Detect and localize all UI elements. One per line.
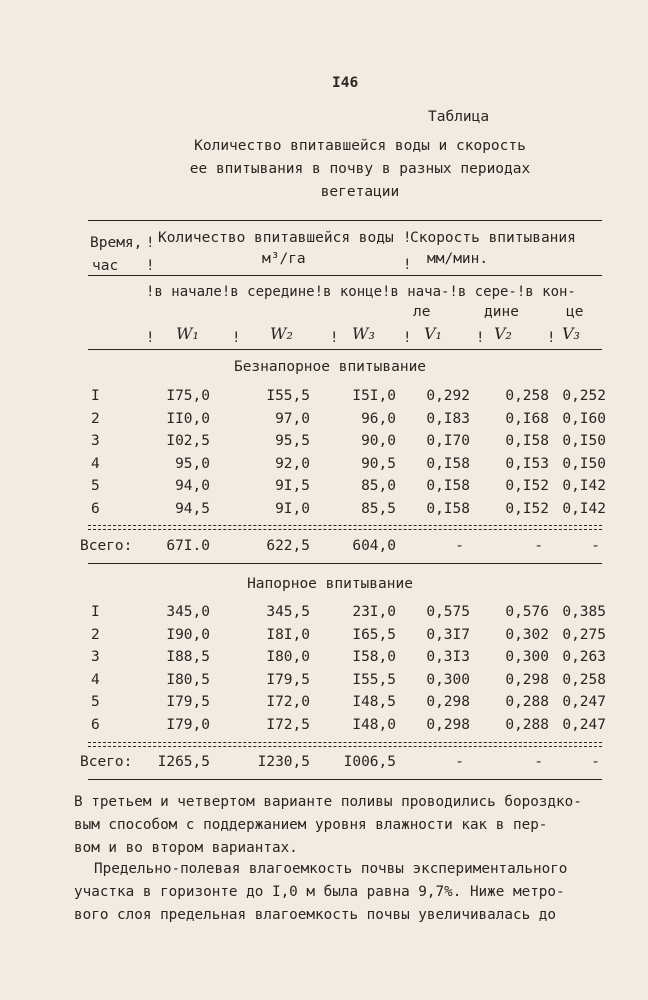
table-title-line-3: вегетации — [320, 184, 400, 200]
total-cell: 622,5 — [266, 538, 310, 554]
total-cell: I265,5 — [157, 754, 210, 770]
header-separator: ! — [232, 330, 241, 346]
header-sub-row-cont: це — [566, 304, 584, 320]
table-cell: I90,0 — [166, 626, 210, 643]
header-amount-unit: м³/га — [262, 251, 306, 267]
table-cell: 0,I60 — [562, 410, 606, 427]
header-bottom-rule — [88, 349, 602, 350]
table-cell: I55,5 — [266, 388, 310, 404]
total-cell: - — [534, 754, 543, 770]
table-cell: I8I,0 — [266, 626, 310, 643]
paragraph-2-line-1: Предельно-полевая влагоемкость почвы экспериментального — [94, 861, 568, 877]
section-title: Напорное впитывание — [247, 576, 413, 592]
header-sub-row-cont: ле — [413, 304, 431, 320]
table-cell: 0,I52 — [505, 478, 549, 494]
section-dashed-rule — [88, 742, 602, 743]
row-period-cell: I — [91, 604, 100, 620]
symbol-v1: V₁ — [424, 324, 442, 343]
table-cell: 85,5 — [361, 500, 396, 517]
table-cell: I75,0 — [166, 388, 210, 404]
total-cell: 67I.0 — [166, 538, 210, 554]
table-cell: 0,300 — [426, 671, 470, 688]
header-sub-row-cont: дине — [484, 304, 519, 320]
table-cell: I48,0 — [352, 716, 396, 733]
header-separator: ! — [146, 235, 155, 251]
total-cell: I230,5 — [257, 754, 310, 770]
symbol-w3: W₃ — [352, 324, 375, 343]
table-cell: 0,I58 — [426, 500, 470, 517]
table-cell: I79,5 — [266, 671, 310, 688]
paragraph-1-line-1: В третьем и четвертом варианте поливы проводились бороздко- — [74, 794, 582, 810]
row-period-cell: 4 — [91, 455, 100, 472]
table-top-rule — [88, 220, 602, 221]
header-separator: ! — [403, 330, 412, 346]
table-cell: 0,302 — [505, 626, 549, 643]
table-cell: 0,I70 — [426, 433, 470, 449]
table-cell: 85,0 — [361, 478, 396, 494]
table-cell: 0,I58 — [426, 455, 470, 472]
table-title-line-2: ее впитывания в почву в разных периодах — [189, 161, 531, 177]
total-cell: - — [455, 754, 464, 770]
header-separator: ! — [330, 330, 339, 346]
table-cell: 0,I50 — [562, 433, 606, 449]
table-cell: 0,247 — [562, 694, 606, 710]
total-cell: - — [534, 538, 543, 554]
table-cell: 0,258 — [562, 671, 606, 688]
table-cell: 0,I42 — [562, 500, 606, 517]
table-cell: 0,247 — [562, 716, 606, 733]
section-dashed-rule — [88, 746, 602, 747]
total-cell: - — [591, 754, 600, 770]
row-period-cell: 6 — [91, 716, 100, 733]
row-period-cell: 2 — [91, 410, 100, 427]
row-period-cell: 4 — [91, 671, 100, 688]
table-cell: 0,I42 — [562, 478, 606, 494]
paragraph-1-line-3: вом и во втором вариантах. — [74, 840, 298, 856]
symbol-v2: V₂ — [494, 324, 512, 343]
row-period-cell: 5 — [91, 694, 100, 710]
table-cell: II0,0 — [166, 410, 210, 427]
header-separator: ! — [476, 330, 485, 346]
header-separator: ! — [403, 230, 412, 246]
table-cell: I48,5 — [352, 694, 396, 710]
table-cell: 94,5 — [175, 500, 210, 517]
header-rule — [88, 275, 602, 276]
table-cell: 0,576 — [505, 604, 549, 620]
total-label: Всего: — [80, 754, 133, 770]
row-period-cell: 3 — [91, 649, 100, 665]
table-cell: I55,5 — [352, 671, 396, 688]
total-cell: - — [591, 538, 600, 554]
header-separator: ! — [403, 257, 412, 273]
table-cell: 0,I83 — [426, 410, 470, 427]
table-cell: 0,300 — [505, 649, 549, 665]
table-cell: I65,5 — [352, 626, 396, 643]
table-cell: I02,5 — [166, 433, 210, 449]
table-cell: 90,5 — [361, 455, 396, 472]
table-cell: 0,298 — [505, 671, 549, 688]
table-cell: 0,I68 — [505, 410, 549, 427]
table-cell: 0,298 — [426, 716, 470, 733]
header-separator: ! — [547, 330, 556, 346]
table-cell: 95,5 — [275, 433, 310, 449]
table-cell: 0,252 — [562, 388, 606, 404]
table-cell: 0,288 — [505, 694, 549, 710]
total-label: Всего: — [80, 538, 133, 554]
table-cell: I58,0 — [352, 649, 396, 665]
table-cell: 0,575 — [426, 604, 470, 620]
table-cell: 345,0 — [166, 604, 210, 620]
page-number: I46 — [332, 75, 359, 91]
header-time-line-1: Время, — [90, 235, 143, 251]
table-cell: I80,0 — [266, 649, 310, 665]
section-dashed-rule — [88, 529, 602, 530]
table-cell: 0,3I7 — [426, 626, 470, 643]
header-amount-label: Количество впитавшейся воды — [158, 230, 394, 246]
table-cell: 23I,0 — [352, 604, 396, 620]
header-separator: ! — [146, 258, 155, 274]
table-label: Таблица — [428, 109, 490, 125]
table-cell: 0,I53 — [505, 455, 549, 472]
section-dashed-rule — [88, 525, 602, 526]
row-period-cell: I — [91, 388, 100, 404]
table-cell: 345,5 — [266, 604, 310, 620]
section-title: Безнапорное впитывание — [233, 359, 427, 375]
table-cell: 96,0 — [361, 410, 396, 427]
table-cell: 94,0 — [175, 478, 210, 494]
table-cell: I5I,0 — [352, 388, 396, 404]
row-period-cell: 6 — [91, 500, 100, 517]
total-cell: - — [455, 538, 464, 554]
total-cell: 604,0 — [352, 538, 396, 554]
header-separator: ! — [146, 330, 155, 346]
table-cell: 97,0 — [275, 410, 310, 427]
header-speed-unit: мм/мин. — [427, 251, 489, 267]
table-cell: 0,258 — [505, 388, 549, 404]
table-cell: 0,3I3 — [426, 649, 470, 665]
table-cell: I80,5 — [166, 671, 210, 688]
table-cell: 0,298 — [426, 694, 470, 710]
table-cell: I72,0 — [266, 694, 310, 710]
table-cell: 9I,5 — [275, 478, 310, 494]
table-cell: 0,292 — [426, 388, 470, 404]
paragraph-2-line-2: участка в горизонте до I,0 м была равна 9,7%. Ниже метро- — [74, 884, 565, 900]
paragraph-1-line-2: вым способом с поддержанием уровня влажности как в пер- — [74, 817, 548, 833]
header-sub-row: !в начале!в середине!в конце!в нача-!в сере-!в кон- — [146, 284, 576, 300]
header-time-line-2: час — [92, 258, 119, 274]
symbol-w2: W₂ — [270, 324, 293, 343]
symbol-v3: V₃ — [562, 324, 580, 343]
table-cell: 95,0 — [175, 455, 210, 472]
table-cell: 92,0 — [275, 455, 310, 472]
table-cell: 0,275 — [562, 626, 606, 643]
table-cell: 0,I58 — [426, 478, 470, 494]
row-period-cell: 3 — [91, 433, 100, 449]
row-period-cell: 5 — [91, 478, 100, 494]
paragraph-2-line-3: вого слоя предельная влагоемкость почвы увеличивалась до — [74, 907, 557, 923]
table-cell: 90,0 — [361, 433, 396, 449]
table-cell: 0,385 — [562, 604, 606, 620]
table-cell: I79,0 — [166, 716, 210, 733]
table-title-line-1: Количество впитавшейся воды и скорость — [194, 138, 526, 154]
total-cell: I006,5 — [343, 754, 396, 770]
table-cell: 0,I52 — [505, 500, 549, 517]
table-cell: I72,5 — [266, 716, 310, 733]
table-cell: 9I,0 — [275, 500, 310, 517]
section-bottom-rule — [88, 563, 602, 564]
table-cell: 0,263 — [562, 649, 606, 665]
table-cell: I88,5 — [166, 649, 210, 665]
symbol-w1: W₁ — [176, 324, 199, 343]
table-cell: 0,288 — [505, 716, 549, 733]
section-bottom-rule — [88, 779, 602, 780]
table-cell: I79,5 — [166, 694, 210, 710]
table-cell: 0,I50 — [562, 455, 606, 472]
header-speed-label: Скорость впитывания — [410, 230, 576, 246]
table-cell: 0,I58 — [505, 433, 549, 449]
row-period-cell: 2 — [91, 626, 100, 643]
